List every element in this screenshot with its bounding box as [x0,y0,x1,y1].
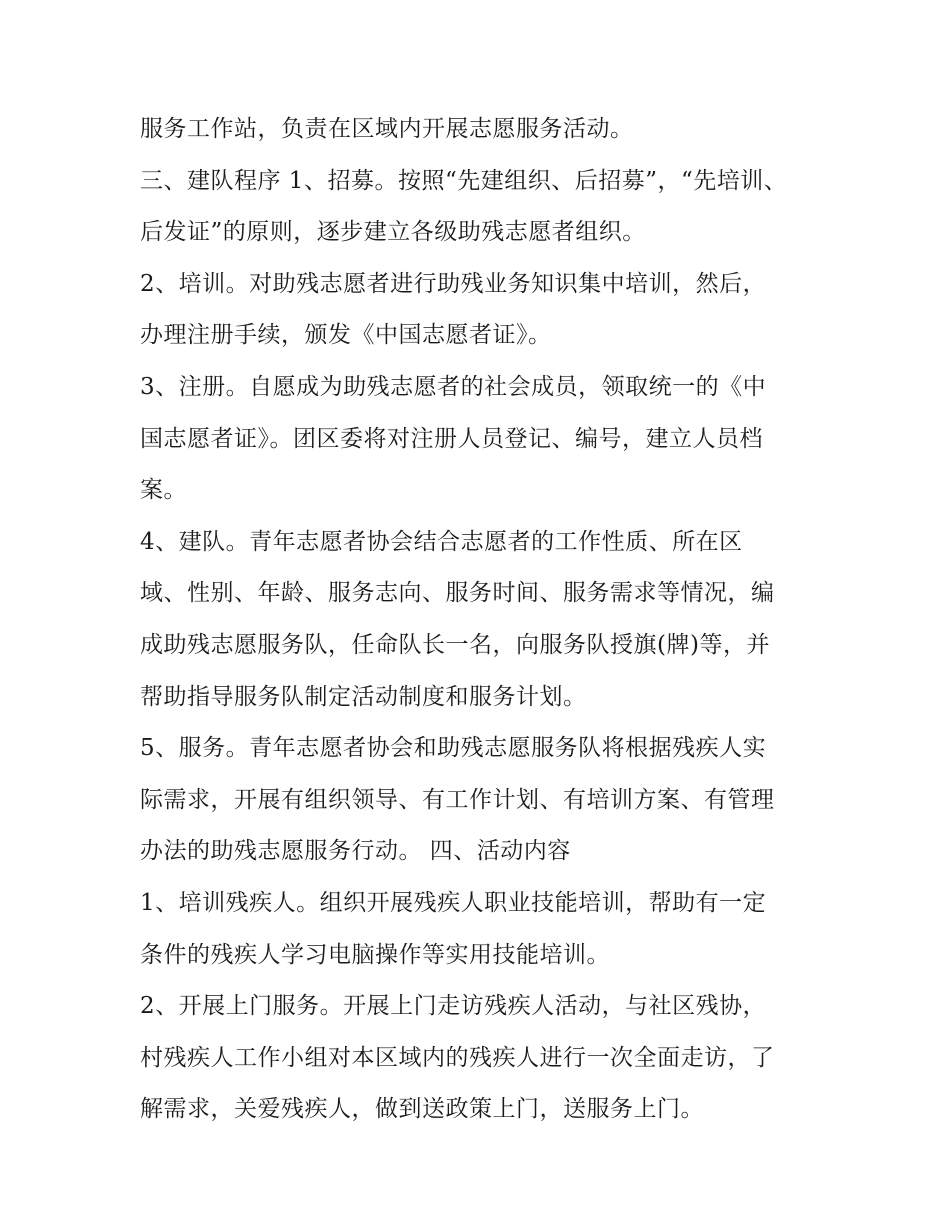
text-line: 帮助指导服务队制定活动制度和服务计划。 [140,683,587,710]
text-line: 三、建队程序 1、招募。按照“先建组织、后招募”，“先培训、 [140,167,788,194]
text-line: 国志愿者证》。团区委将对注册人员登记、编号，建立人员档 [140,425,763,452]
text-line: 际需求，开展有组织领导、有工作计划、有培训方案、有管理 [140,786,775,813]
text-line: 办理注册手续，颁发《中国志愿者证》。 [140,322,552,349]
text-line: 解需求，关爱残疾人，做到送政策上门，送服务上门。 [140,1096,704,1123]
text-line: 4、建队。青年志愿者协会结合志愿者的工作性质、所在区 [140,528,743,555]
text-line: 3、注册。自愿成为助残志愿者的社会成员，领取统一的《中 [140,373,767,400]
text-line: 域、性别、年龄、服务志向、服务时间、服务需求等情况，编 [140,580,775,607]
text-line: 后发证”的原则，逐步建立各级助残志愿者组织。 [140,219,646,246]
document-body [140,104,820,1136]
text-line: 办法的助残志愿服务行动。 四、活动内容 [140,838,571,865]
text-line: 村残疾人工作小组对本区域内的残疾人进行一次全面走访，了 [140,1044,775,1071]
text-line: 5、服务。青年志愿者协会和助残志愿服务队将根据残疾人实 [140,735,767,762]
text-line: 1、培训残疾人。组织开展残疾人职业技能培训，帮助有一定 [140,889,767,916]
text-line: 2、开展上门服务。开展上门走访残疾人活动，与社区残协， [140,993,767,1020]
text-line: 服务工作站，负责在区域内开展志愿服务活动。 [140,116,634,142]
text-line: 2、培训。对助残志愿者进行助残业务知识集中培训，然后， [140,270,767,297]
text-line: 案。 [140,477,187,504]
text-line: 成助残志愿服务队，任命队长一名，向服务队授旗(牌)等，并 [140,631,770,658]
text-line: 条件的残疾人学习电脑操作等实用技能培训。 [140,941,610,968]
